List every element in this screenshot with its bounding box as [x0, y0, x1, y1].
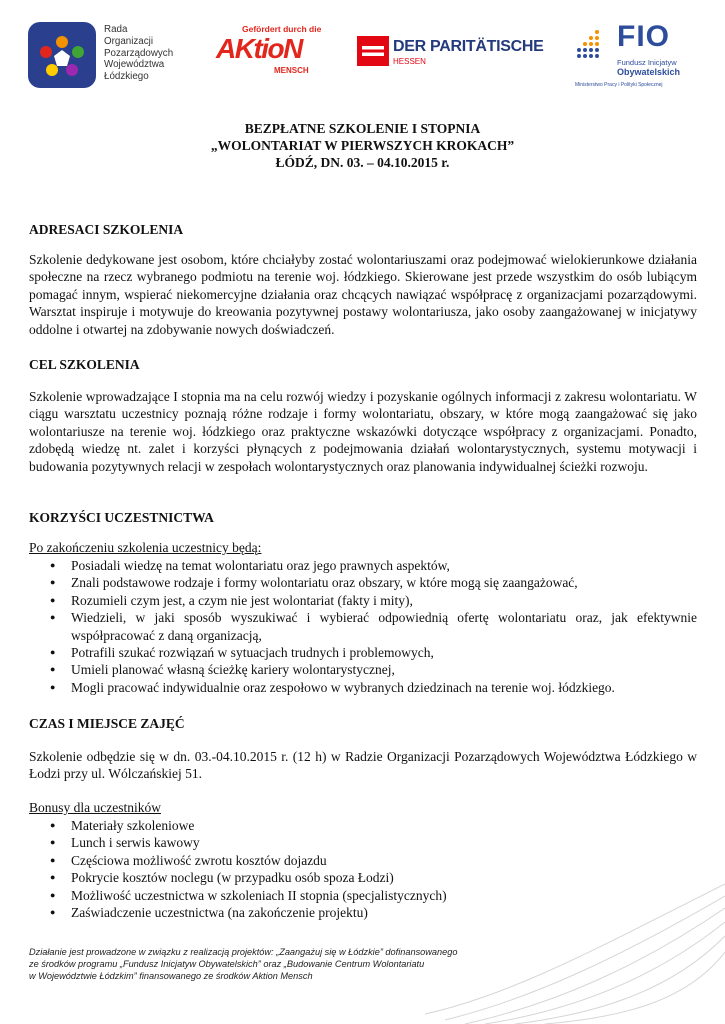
list-item: ● Pokrycie kosztów noclegu (w przypadku osób spoza Łodzi) [29, 869, 697, 886]
footer-line: ze środków programu „Fundusz Inicjatyw Obywatelskich” oraz „Budowanie Centrum Wolontariatu [29, 959, 425, 970]
footer-note [29, 946, 589, 983]
list-item: ● Lunch i serwis kawowy [29, 834, 697, 851]
section-heading-czas: CZAS I MIEJSCE ZAJĘĆ [29, 716, 185, 731]
fio-main-text: FIO [617, 20, 670, 53]
fio-line2-text: Obywatelskich [617, 67, 681, 77]
list-item: ● Mogli pracować indywidualnie oraz zespołowo w wybranych dziedzinach na terenie woj. łódzkiego. [29, 679, 697, 696]
paritaet-emblem-icon [357, 36, 389, 66]
list-item: ● Częściowa możliwość zwrotu kosztów dojazdu [29, 852, 697, 869]
list-item: ● Wiedzieli, w jaki sposób wyszukiwać i wybierać odpowiednią ofertę wolontariatu oraz, jak efektywnie współpracować z daną organizacją, [29, 609, 697, 644]
rada-line: Łódzkiego [104, 71, 149, 83]
list-item: ● Potrafili szukać rozwiązań w sytuacjach trudnych i problemowych, [29, 644, 697, 661]
rada-line: Pozarządowych [104, 47, 174, 59]
paritaet-main-text: DER PARITÄTISCHE [393, 38, 544, 55]
section-text-cel: Szkolenie wprowadzające I stopnia ma na celu rozwój wiedzy i pozyskanie ogólnych informacji z zakresu wolontariatu. W ciągu warsztatu uczestnicy poznają różne rodzaje i formy wolontariatu, obszary, w które mogą zaangażować się jako wolontariusze na terenie woj. łódzkiego oraz praktyczne wskazówki dotyczące współpracy z organizacjami. Ponadto, zdobędą wiedzę nt. zalet i korzyści płynących z podejmowania działań wolontarystycznych, systemu motywacji i budowania pozytywnych relacji w zespołach wolontarystycznych oraz planowania indywidualnej ścieżki rozwoju. [29, 389, 697, 474]
korzysci-list [29, 557, 697, 696]
aktion-mensch-logo [216, 24, 322, 80]
fio-dots-icon [575, 28, 601, 58]
section-heading-korzysci: KORZYŚCI UCZESTNICTWA [29, 510, 214, 525]
footer-line: w Województwie Łódzkim” finansowanego ze środków Aktion Mensch [29, 971, 313, 982]
aktion-top-text: Gefördert durch die [242, 24, 322, 34]
title-line: BEZPŁATNE SZKOLENIE I STOPNIA [244, 121, 481, 136]
list-item: ● Znali podstawowe rodzaje i formy wolontariatu oraz obszary, w które mogą się zaangażować, [29, 574, 697, 591]
rada-line: Województwa [104, 59, 165, 71]
list-item: ● Rozumieli czym jest, a czym nie jest wolontariat (fakty i mity), [29, 592, 697, 609]
list-item: ● Zaświadczenie uczestnictwa (na zakończenie projektu) [29, 904, 697, 921]
fio-small-text: Ministerstwo Pracy i Polityki Społecznej [575, 82, 663, 88]
document-title [0, 120, 725, 171]
rada-line: Organizacji [104, 35, 154, 47]
title-line: ŁÓDŹ, DN. 03. – 04.10.2015 r. [275, 155, 450, 170]
section-text-czas: Szkolenie odbędzie się w dn. 03.-04.10.2015 r. (12 h) w Radzie Organizacji Pozarządowych Województwa Łódzkiego w Łodzi przy ul. Wólczańskiej 51. [29, 749, 697, 782]
list-item: ● Materiały szkoleniowe [29, 817, 697, 834]
korzysci-intro: Po zakończeniu szkolenia uczestnicy będą: [29, 540, 262, 555]
fio-line1-text: Fundusz Inicjatyw [617, 58, 677, 67]
rada-line: Rada [104, 24, 128, 35]
list-item: ● Możliwość uczestnictwa w szkoleniach II stopnia (specjalistycznych) [29, 887, 697, 904]
bonusy-heading: Bonusy dla uczestników [29, 800, 161, 815]
paritaet-sub-text: HESSEN [393, 57, 426, 66]
aktion-sub-text: MENSCH [274, 66, 309, 75]
rada-emblem-icon [28, 22, 96, 88]
list-item: ● Posiadali wiedzę na temat wolontariatu oraz jego prawnych aspektów, [29, 557, 697, 574]
list-item: ● Umieli planować własną ścieżkę kariery wolontarystycznej, [29, 661, 697, 678]
header-logos [0, 0, 725, 110]
section-heading-adresaci: ADRESACI SZKOLENIA [29, 222, 184, 237]
section-text-adresaci: Szkolenie dedykowane jest osobom, które chciałyby zostać wolontariuszami oraz podejmować wielokierunkowe działania społeczne na rzecz wybranego podmiotu na terenie woj. łódzkiego. Skierowane jest przede wszystkim do osób lubiącym pomagać innym, wspierać niekomercyjne działania oraz chcących nawiązać współpracę z organizacjami pozarządowymi. Warsztat inspiruje i motywuje do kreowania pozytywnej postawy wolontariusza, jako osoby zaangażowanej w inicjatywy oddolne i otwartej na zdobywanie nowych doświadczeń. [29, 252, 697, 337]
footer-line: Działanie jest prowadzone w związku z realizacją projektów: „Zaangażuj się w Łódzkie” dofinansowanego [29, 947, 458, 957]
section-heading-cel: CEL SZKOLENIA [29, 357, 140, 372]
rada-logo [28, 22, 218, 92]
aktion-main-text: AKtioN [216, 33, 302, 64]
paritaet-logo [357, 36, 547, 70]
title-line: „WOLONTARIAT W PIERWSZYCH KROKACH” [210, 138, 515, 153]
fio-logo [575, 22, 705, 96]
